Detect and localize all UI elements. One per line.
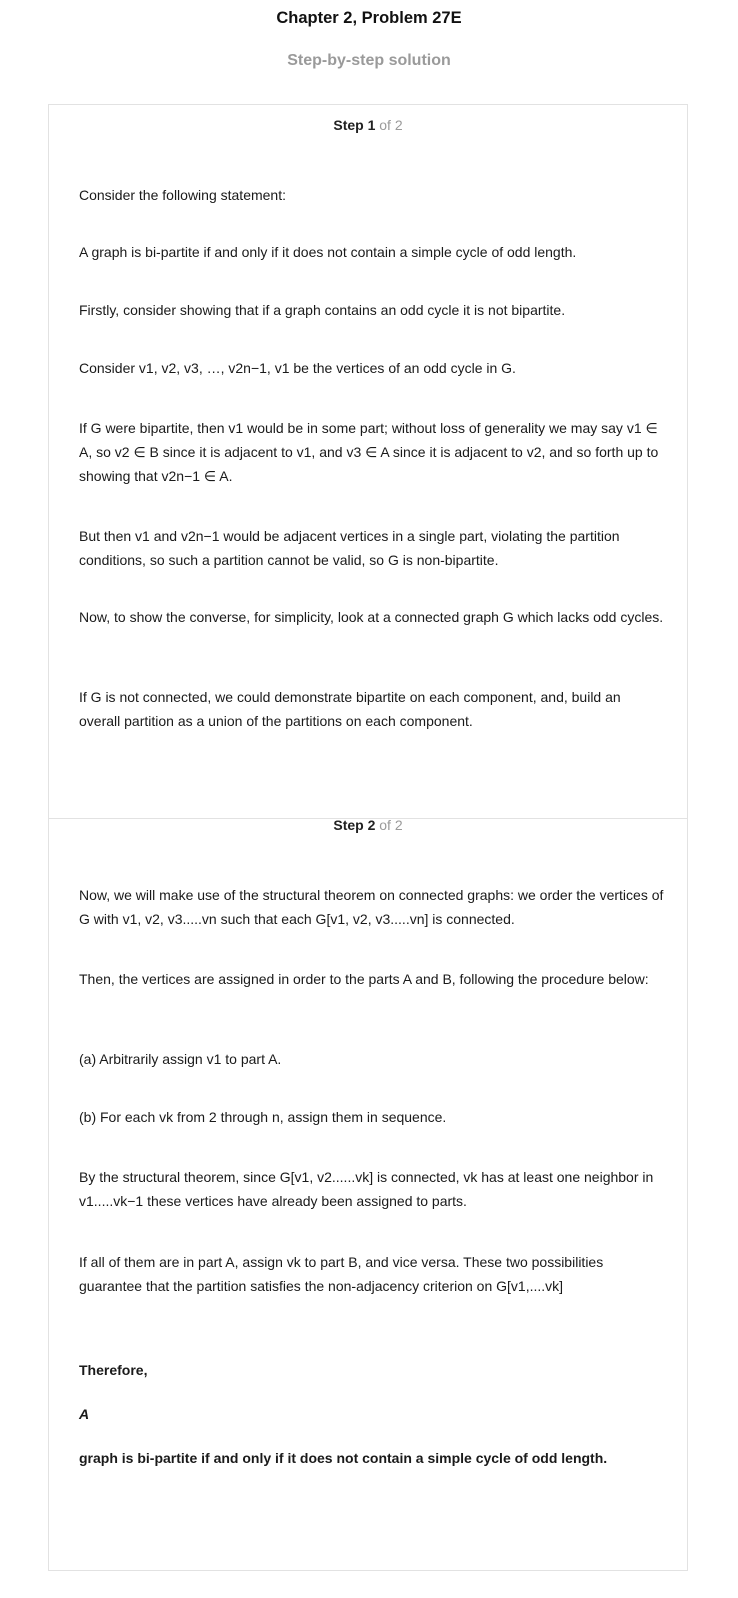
page-title: Chapter 2, Problem 27E (276, 9, 462, 27)
step-1-paragraph: Consider the following statement: (79, 187, 286, 203)
step-2-paragraph: (a) Arbitrarily assign v1 to part A. (79, 1051, 282, 1067)
step-1-paragraph: Now, to show the converse, for simplicity, look at a connected graph G which lacks odd cycles. (79, 609, 664, 625)
step-1-label: Step 1 (333, 117, 376, 133)
step-2-paragraph: Then, the vertices are assigned in order to the parts A and B, following the procedure below: (79, 971, 649, 987)
step-2-paragraph: By the structural theorem, since G[v1, v2......vk] is connected, vk has at least one neighbor in v1.....vk−1 these vertices have already been assigned to parts. (79, 1169, 654, 1209)
step-1-paragraph: A graph is bi-partite if and only if it does not contain a simple cycle of odd length. (79, 244, 577, 260)
step-2-of: of 2 (379, 817, 403, 833)
step-2-header (49, 817, 687, 833)
step-1-paragraph: If G is not connected, we could demonstrate bipartite on each component, and, build an overall partition as a union of the partitions on each component. (79, 689, 621, 729)
solution-card (48, 104, 688, 1571)
step-2-label: Step 2 (333, 817, 376, 833)
conclusion-statement: graph is bi-partite if and only if it does not contain a simple cycle of odd length. (79, 1450, 608, 1466)
step-1-header (49, 117, 687, 133)
solution-subtitle: Step-by-step solution (287, 52, 451, 69)
conclusion-therefore: Therefore, (79, 1362, 148, 1378)
step-1-of: of 2 (379, 117, 403, 133)
conclusion-letter: A (79, 1406, 90, 1422)
step-1-paragraph: Firstly, consider showing that if a graph contains an odd cycle it is not bipartite. (79, 302, 566, 318)
step-1-paragraph: Consider v1, v2, v3, …, v2n−1, v1 be the vertices of an odd cycle in G. (79, 360, 516, 376)
step-1-paragraph: If G were bipartite, then v1 would be in some part; without loss of generality we may say v1 ∈ A, so v2 ∈ B since it is adjacent to v1, and v3 ∈ A since it is adjacent to v2, and so forth up to showing that v2n−1 ∈ A. (79, 420, 659, 484)
step-2-paragraph: If all of them are in part A, assign vk to part B, and vice versa. These two possibilities guarantee that the partition satisfies the non-adjacency criterion on G[v1,....vk] (79, 1254, 604, 1294)
step-2-paragraph: (b) For each vk from 2 through n, assign them in sequence. (79, 1109, 447, 1125)
step-1-paragraph: But then v1 and v2n−1 would be adjacent vertices in a single part, violating the partition conditions, so such a partition cannot be valid, so G is non-bipartite. (79, 528, 620, 568)
step-2-paragraph: Now, we will make use of the structural theorem on connected graphs: we order the vertices of G with v1, v2, v3.....vn such that each G[v1, v2, v3.....vn] is connected. (79, 887, 664, 927)
